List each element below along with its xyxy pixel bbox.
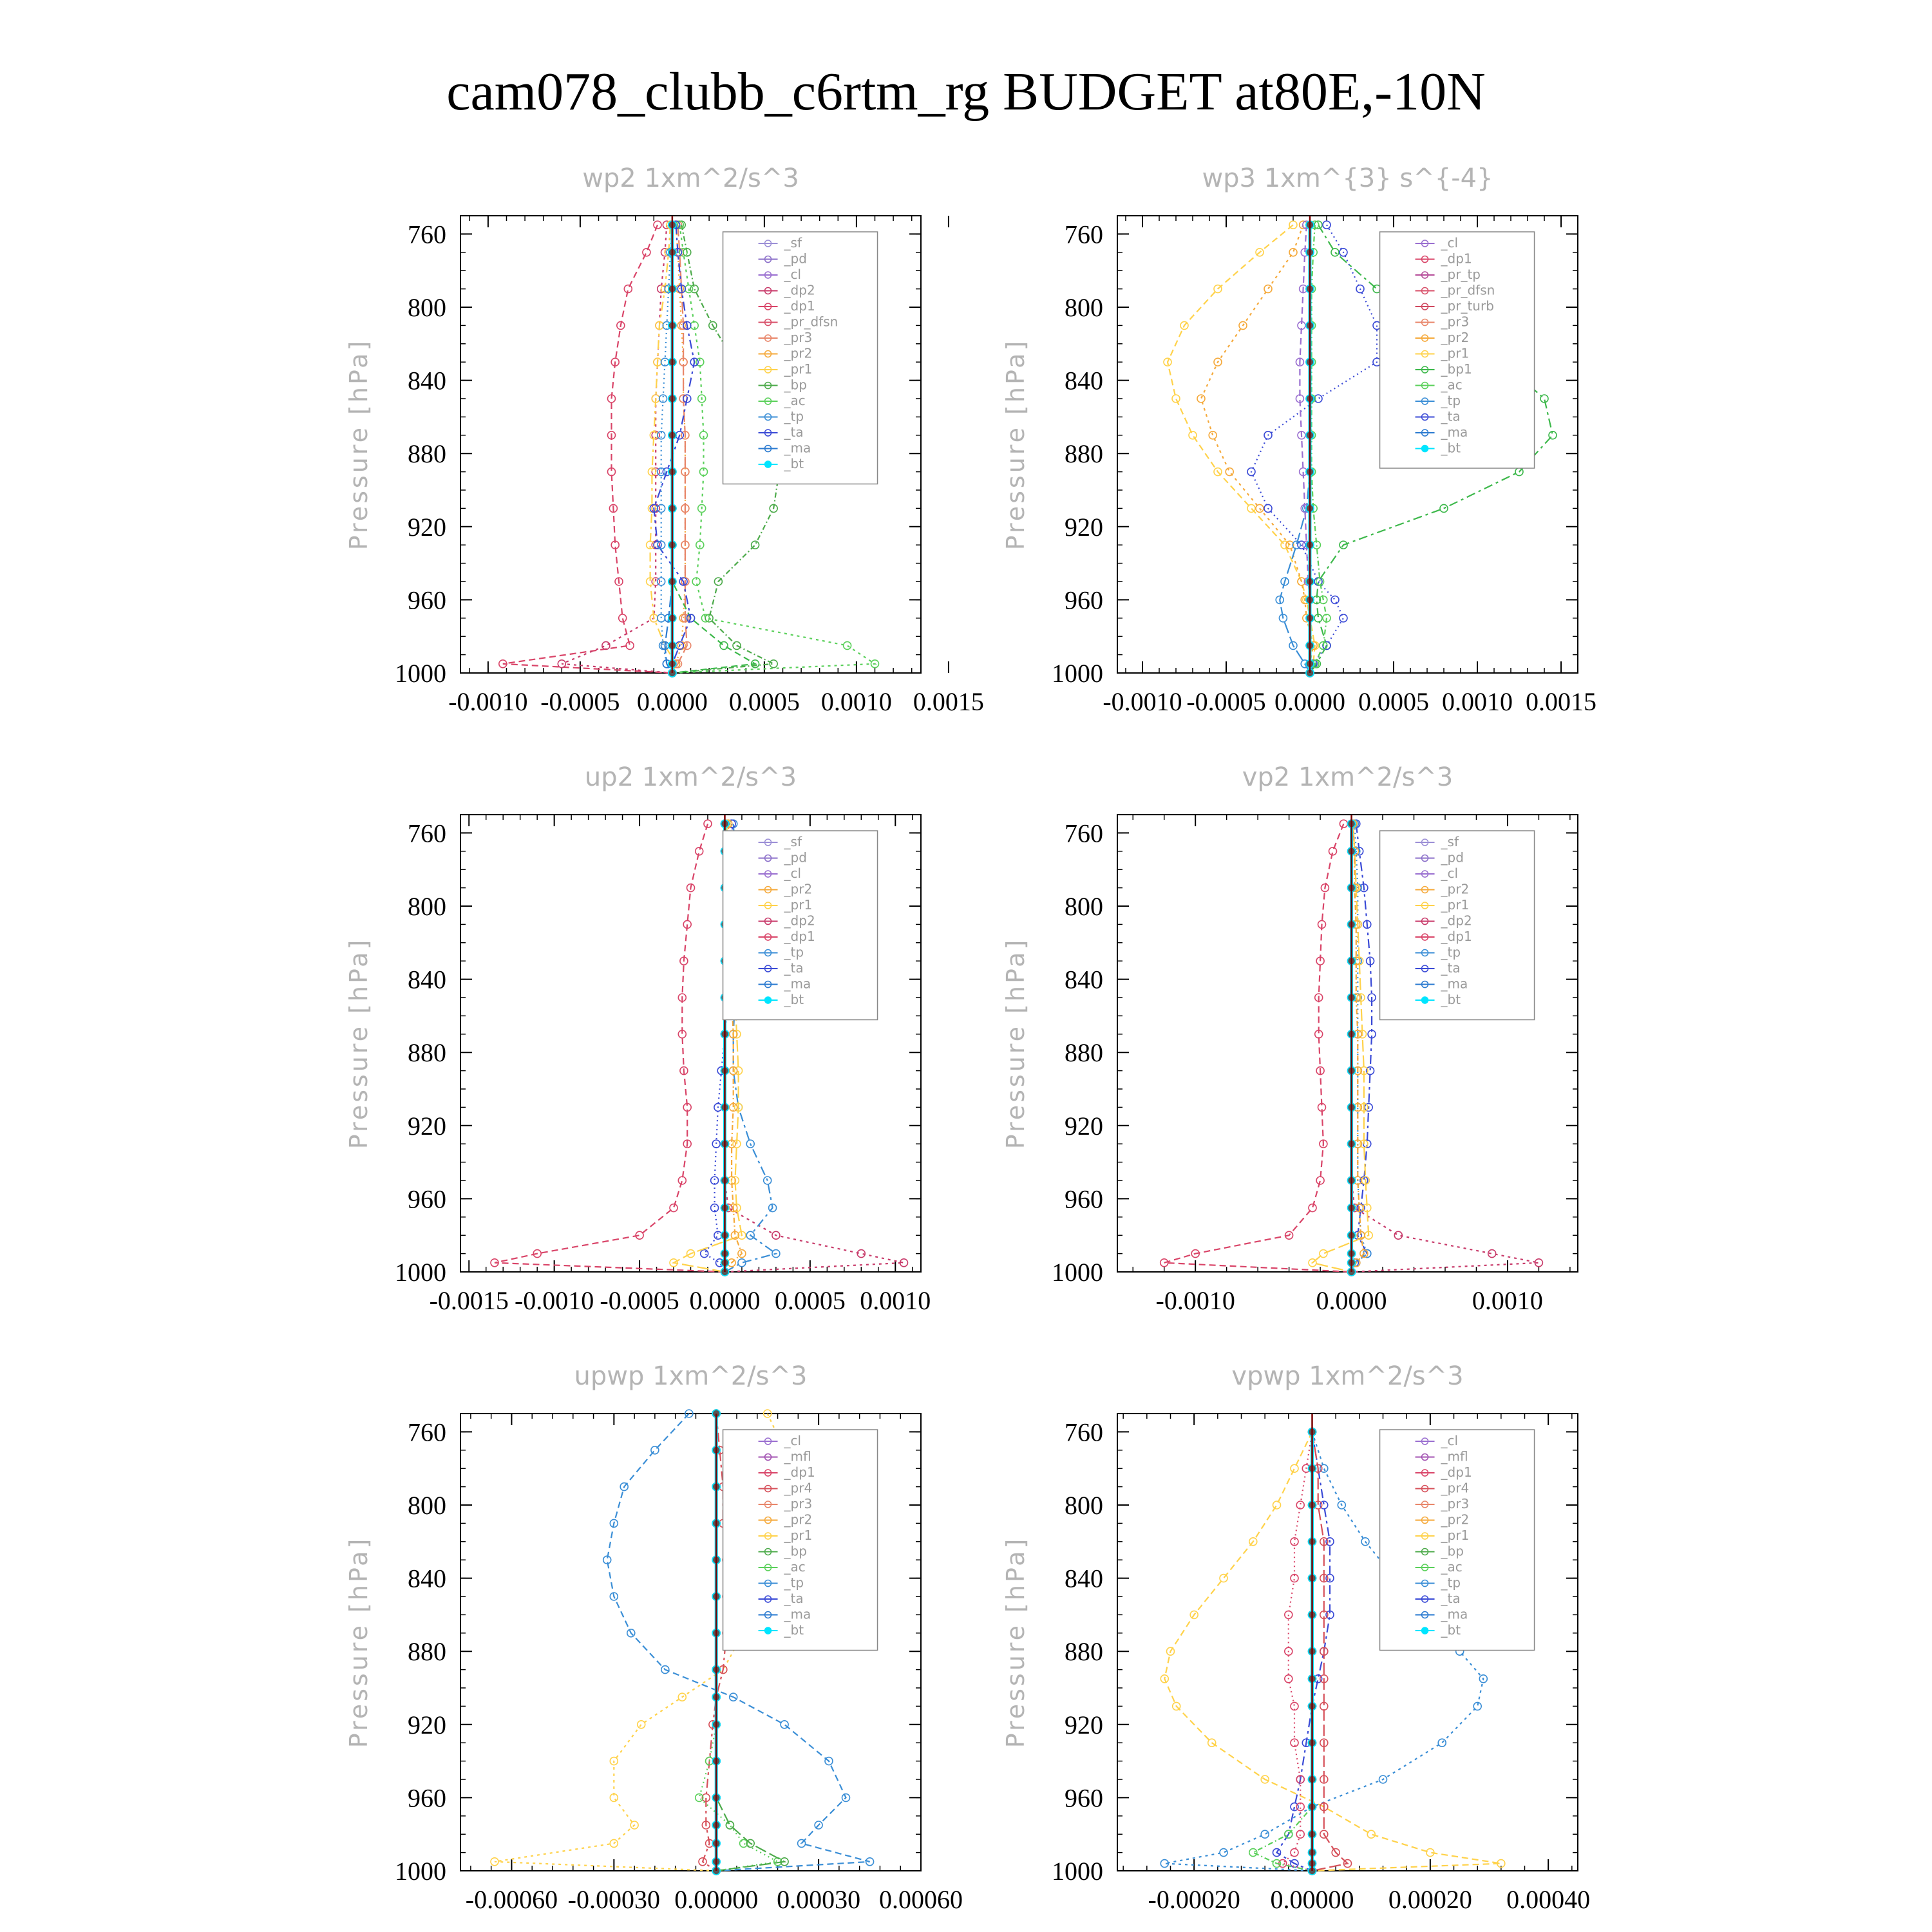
x-tick-label: 0.0010: [1472, 1286, 1543, 1315]
legend-label: _pr2: [784, 881, 813, 897]
y-tick-label: 760: [408, 819, 446, 848]
legend-label: _sf: [784, 235, 802, 251]
legend-label: _bp: [784, 1543, 807, 1559]
legend-label: _pr3: [1441, 314, 1470, 330]
legend-label: _pr3: [784, 330, 813, 345]
y-tick-label: 840: [1065, 1564, 1103, 1593]
legend-label: _mfl: [1441, 1448, 1468, 1464]
legend-label: _ma: [1441, 1606, 1468, 1622]
y-tick-label: 800: [408, 892, 446, 921]
legend-label: _pr4: [1441, 1480, 1470, 1496]
x-tick-label: 0.0010: [820, 687, 892, 716]
y-tick-label: 800: [408, 293, 446, 322]
x-tick-label: 0.0010: [1442, 687, 1513, 716]
panel-title: upwp 1xm^2/s^3: [574, 1361, 808, 1391]
legend-label: _cl: [1441, 866, 1459, 881]
legend-label: _bt: [1441, 1622, 1461, 1638]
legend-label: _cl: [1441, 1433, 1459, 1448]
legend-label: _bt: [1441, 440, 1461, 456]
legend-marker: [1422, 446, 1428, 452]
y-tick-label: 1000: [1052, 1258, 1103, 1287]
legend-label: _bt: [784, 992, 804, 1007]
legend-label: _cl: [1441, 235, 1459, 251]
y-tick-label: 840: [408, 965, 446, 994]
panel-title: wp3 1xm^{3} s^{-4}: [1202, 164, 1493, 193]
legend-label: _pr1: [784, 361, 813, 377]
legend-label: _tp: [784, 1575, 804, 1591]
legend-label: _dp2: [784, 913, 815, 929]
y-tick-label: 1000: [1052, 1857, 1103, 1886]
legend-label: _tp: [1441, 944, 1461, 960]
y-tick-label: 880: [1065, 1637, 1103, 1667]
panel-title: vp2 1xm^2/s^3: [1242, 762, 1454, 792]
x-tick-label: 0.0015: [1526, 687, 1596, 716]
panel-title: vpwp 1xm^2/s^3: [1231, 1361, 1464, 1391]
y-tick-label: 1000: [395, 1857, 446, 1886]
y-tick-label: 800: [408, 1491, 446, 1520]
legend-label: _pr1: [784, 1528, 813, 1543]
legend-label: _bt: [784, 456, 804, 471]
legend-label: _pr_dfsn: [1441, 282, 1495, 298]
y-tick-label: 960: [408, 1184, 446, 1214]
legend-label: _dp1: [1441, 251, 1472, 267]
legend-label: _cl: [784, 866, 802, 881]
y-tick-label: 1000: [395, 659, 446, 688]
legend-label: _dp2: [784, 282, 815, 298]
legend-label: _pr2: [784, 1511, 813, 1528]
legend-label: _pd: [784, 251, 807, 267]
x-tick-label: 0.00060: [879, 1885, 963, 1914]
legend-label: _ma: [1441, 424, 1468, 440]
legend-label: _dp1: [1441, 929, 1472, 944]
panel-title: wp2 1xm^2/s^3: [582, 164, 799, 193]
y-tick-label: 960: [1065, 1184, 1103, 1214]
x-tick-label: 0.00030: [777, 1885, 861, 1914]
y-tick-label: 840: [408, 1564, 446, 1593]
legend-marker: [1422, 1627, 1428, 1634]
x-tick-label: 0.0000: [1274, 687, 1345, 716]
x-tick-label: 0.0005: [1358, 687, 1429, 716]
legend-label: _sf: [1441, 834, 1459, 849]
y-axis-label: Pressure [hPa]: [1001, 937, 1030, 1150]
x-tick-label: 0.0000: [1316, 1286, 1387, 1315]
y-tick-label: 800: [1065, 293, 1103, 322]
legend-label: _tp: [784, 944, 804, 960]
x-tick-label: -0.0010: [514, 1286, 594, 1315]
y-tick-label: 1000: [395, 1258, 446, 1287]
legend-label: _tp: [1441, 393, 1461, 408]
x-tick-label: 0.00040: [1506, 1885, 1591, 1914]
y-tick-label: 760: [408, 220, 446, 249]
x-tick-label: -0.0010: [1103, 687, 1182, 716]
legend-marker: [1422, 997, 1428, 1003]
y-tick-label: 800: [1065, 892, 1103, 921]
y-tick-label: 800: [1065, 1491, 1103, 1520]
y-tick-label: 960: [408, 1783, 446, 1813]
x-tick-label: -0.0010: [448, 687, 528, 716]
legend-label: _pr_turb: [1441, 298, 1494, 314]
legend-label: _pr1: [1441, 897, 1470, 913]
legend-label: _pr2: [1441, 1511, 1470, 1528]
legend-label: _dp1: [784, 1464, 815, 1480]
legend-label: _sf: [784, 834, 802, 849]
legend-label: _dp1: [1441, 1464, 1472, 1480]
y-axis-label: Pressure [hPa]: [345, 1536, 373, 1748]
x-tick-label: 0.0005: [774, 1286, 846, 1315]
legend-label: _cl: [784, 267, 802, 282]
y-tick-label: 840: [408, 366, 446, 395]
x-tick-label: -0.0005: [1186, 687, 1266, 716]
x-tick-label: -0.00020: [1148, 1885, 1240, 1914]
y-tick-label: 880: [408, 1038, 446, 1068]
figure-title: cam078_clubb_c6rtm_rg BUDGET at80E,-10N: [446, 62, 1486, 122]
legend-label: _pr_tp: [1441, 267, 1481, 282]
x-tick-label: 0.0005: [728, 687, 800, 716]
legend-label: _pr1: [1441, 1528, 1470, 1543]
y-axis-label: Pressure [hPa]: [345, 937, 373, 1150]
y-tick-label: 760: [1065, 220, 1103, 249]
x-tick-label: 0.0015: [913, 687, 984, 716]
y-tick-label: 960: [1065, 1783, 1103, 1813]
legend-label: _bp1: [1441, 361, 1472, 377]
y-axis-label: Pressure [hPa]: [1001, 1536, 1030, 1748]
x-tick-label: -0.0010: [1155, 1286, 1235, 1315]
legend-label: _pr1: [1441, 345, 1470, 361]
legend-label: _ta: [1441, 408, 1461, 424]
x-tick-label: 0.00000: [1270, 1885, 1354, 1914]
x-tick-label: -0.0015: [429, 1286, 509, 1315]
legend-label: _pr2: [1441, 881, 1470, 897]
y-tick-label: 840: [1065, 965, 1103, 994]
legend-label: _pr1: [784, 897, 813, 913]
legend-marker: [765, 1627, 772, 1634]
legend-label: _pr_dfsn: [784, 314, 838, 330]
y-tick-label: 880: [1065, 439, 1103, 469]
y-tick-label: 760: [408, 1417, 446, 1447]
y-tick-label: 960: [1065, 585, 1103, 615]
y-tick-label: 920: [1065, 1710, 1103, 1739]
legend-label: _pr4: [784, 1480, 813, 1496]
legend-label: _pr2: [784, 345, 813, 361]
x-tick-label: -0.0005: [600, 1286, 679, 1315]
legend-label: _pd: [784, 849, 807, 866]
legend-marker: [765, 461, 772, 468]
legend-label: _pr3: [1441, 1496, 1470, 1511]
y-tick-label: 920: [408, 1710, 446, 1739]
legend-label: _ta: [1441, 1591, 1461, 1606]
x-tick-label: -0.0005: [540, 687, 620, 716]
y-tick-label: 880: [408, 1637, 446, 1667]
legend-label: _cl: [784, 1433, 802, 1448]
x-tick-label: -0.00060: [465, 1885, 558, 1914]
legend-label: _dp1: [784, 929, 815, 944]
y-tick-label: 880: [1065, 1038, 1103, 1068]
y-tick-label: 760: [1065, 1417, 1103, 1447]
y-tick-label: 1000: [1052, 659, 1103, 688]
legend-label: _ta: [784, 960, 804, 976]
y-tick-label: 920: [1065, 1111, 1103, 1141]
x-tick-label: 0.00020: [1388, 1885, 1472, 1914]
y-tick-label: 920: [408, 1111, 446, 1141]
x-tick-label: -0.00030: [567, 1885, 660, 1914]
legend-label: _pd: [1441, 849, 1464, 866]
legend-label: _mfl: [784, 1448, 811, 1464]
legend-label: _ta: [784, 1591, 804, 1606]
legend-label: _ma: [1441, 976, 1468, 992]
legend-label: _bt: [1441, 992, 1461, 1007]
legend-label: _bt: [784, 1622, 804, 1638]
legend-label: _ac: [784, 393, 806, 408]
legend-label: _ta: [784, 424, 804, 440]
legend-label: _ma: [784, 976, 811, 992]
legend-label: _tp: [784, 408, 804, 424]
y-tick-label: 760: [1065, 819, 1103, 848]
y-tick-label: 960: [408, 585, 446, 615]
x-tick-label: 0.00000: [674, 1885, 759, 1914]
x-tick-label: 0.0000: [689, 1286, 761, 1315]
y-axis-label: Pressure [hPa]: [1001, 338, 1030, 551]
legend-label: _ma: [784, 1606, 811, 1622]
legend-label: _dp2: [1441, 913, 1472, 929]
y-tick-label: 920: [408, 512, 446, 542]
y-tick-label: 840: [1065, 366, 1103, 395]
legend-label: _ac: [1441, 1559, 1463, 1575]
y-tick-label: 920: [1065, 512, 1103, 542]
legend-label: _ac: [1441, 377, 1463, 393]
legend-label: _ma: [784, 440, 811, 456]
legend-label: _pr3: [784, 1496, 813, 1511]
legend-label: _ac: [784, 1559, 806, 1575]
legend-label: _ta: [1441, 960, 1461, 976]
panel-title: up2 1xm^2/s^3: [584, 762, 797, 792]
legend-marker: [765, 997, 772, 1003]
x-tick-label: 0.0010: [860, 1286, 931, 1315]
legend-label: _bp: [784, 377, 807, 393]
legend-label: _dp1: [784, 298, 815, 314]
legend-label: _bp: [1441, 1543, 1464, 1559]
y-axis-label: Pressure [hPa]: [345, 338, 373, 551]
legend-label: _tp: [1441, 1575, 1461, 1591]
legend-label: _pr2: [1441, 330, 1470, 345]
x-tick-label: 0.0000: [636, 687, 708, 716]
y-tick-label: 880: [408, 439, 446, 469]
